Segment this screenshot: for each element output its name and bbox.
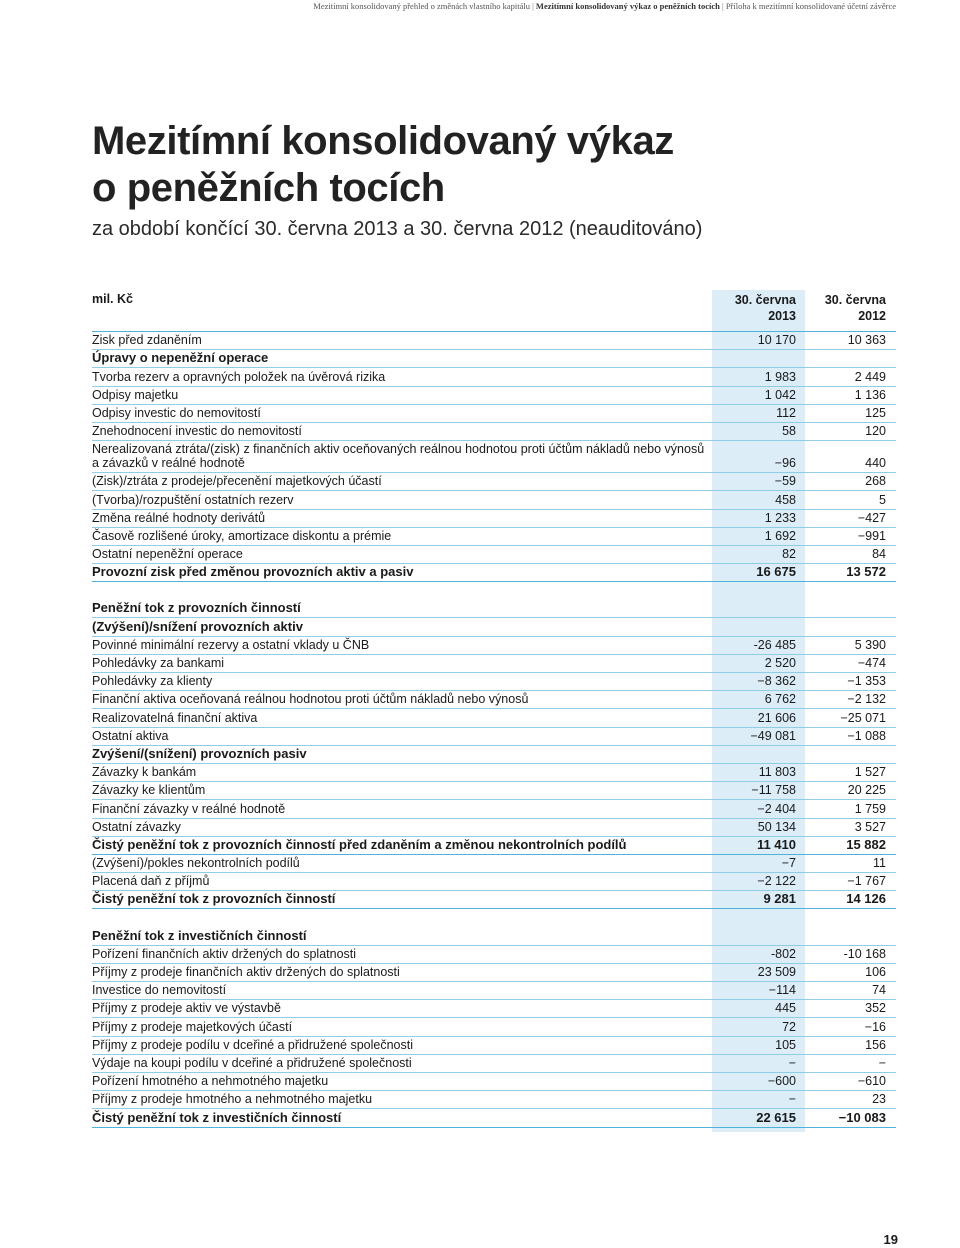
value-2013: 1 983 [764, 369, 796, 384]
value-2013: −11 758 [751, 783, 796, 798]
value-2012: 440 [865, 456, 886, 471]
section-heading-row [92, 600, 896, 618]
value-2013: 445 [775, 1001, 796, 1016]
row-label: Výdaje na koupi podílu v dceřiné a přidružené společnosti [92, 1055, 412, 1070]
value-2013: 9 281 [763, 891, 796, 907]
value-2012: 13 572 [846, 564, 886, 580]
value-2013: −2 122 [757, 874, 796, 889]
value-2013: −114 [768, 983, 796, 998]
row-label: Příjmy z prodeje hmotného a nehmotného majetku [92, 1092, 373, 1107]
row-label: Příjmy z prodeje podílu v dceřiné a přidružené společnosti [92, 1037, 414, 1052]
value-2013: 2 520 [764, 656, 796, 670]
table-row [92, 387, 896, 405]
value-2012: − [878, 1055, 886, 1070]
row-label: Čistý peněžní tok z provozních činností [92, 891, 336, 907]
row-label: Závazky ke klientům [92, 783, 206, 798]
value-2012: −1 353 [847, 674, 886, 689]
value-2012: 1 136 [854, 387, 886, 402]
table-spacer [92, 582, 896, 600]
row-label: Závazky k bankám [92, 765, 197, 780]
row-label: Povinné minimální rezervy a ostatní vklady u ČNB [92, 637, 370, 652]
section-heading-row [92, 746, 896, 764]
table-row [92, 691, 896, 709]
value-2012: −10 083 [838, 1109, 886, 1125]
row-label: Časově rozlišené úroky, amortizace diskontu a prémie [92, 528, 392, 543]
value-2013: 1 233 [764, 510, 796, 525]
table-row [92, 655, 896, 673]
row-label: Pořízení finančních aktiv držených do splatnosti [92, 946, 357, 961]
section-heading-row [92, 618, 896, 636]
value-2013: −59 [774, 474, 796, 489]
row-label: Investice do nemovitostí [92, 983, 227, 998]
breadcrumb [0, 0, 960, 12]
value-2012: 3 527 [854, 819, 886, 834]
row-label: Odpisy investic do nemovitostí [92, 405, 261, 420]
row-label: Pohledávky za klienty [92, 674, 213, 689]
total-row [92, 891, 896, 909]
table-row [92, 819, 896, 837]
row-label: Zisk před zdaněním [92, 333, 202, 348]
row-label: Peněžní tok z investičních činností [92, 927, 307, 943]
row-label: Finanční aktiva oceňovaná reálnou hodnotou proti účtům nákladů nebo výnosů [92, 692, 529, 707]
value-2012: 352 [865, 1001, 886, 1016]
row-label: Tvorba rezerv a opravných položek na úvěrová rizika [92, 369, 386, 384]
value-2012: 5 390 [854, 637, 886, 652]
table-row [92, 709, 896, 727]
value-2013: 21 606 [757, 710, 796, 725]
value-2012: 10 363 [847, 333, 886, 348]
table-row [92, 1091, 896, 1109]
row-label: Znehodnocení investic do nemovitostí [92, 424, 302, 439]
value-2013: -26 485 [753, 637, 796, 652]
row-label: Ostatní nepeněžní operace [92, 547, 243, 562]
value-2013: − [788, 1055, 796, 1070]
value-2013: 1 692 [764, 528, 796, 543]
table-row [92, 873, 896, 891]
table-row [92, 782, 896, 800]
value-2012: 15 882 [846, 836, 886, 852]
table-row [92, 528, 896, 546]
total-row [92, 564, 896, 582]
table-row [92, 405, 896, 423]
row-label: Čistý peněžní tok z provozních činností před zdaněním a změnou nekontrolních podílů [92, 836, 627, 852]
value-2012: −610 [857, 1074, 886, 1089]
row-label: Placená daň z příjmů [92, 874, 210, 889]
table-row [92, 491, 896, 509]
value-2012: 156 [865, 1037, 886, 1052]
table-row [92, 1037, 896, 1055]
table-row [92, 473, 896, 491]
cashflow-table [92, 290, 896, 1128]
row-label: (Zvýšení)/snížení provozních aktiv [92, 618, 303, 634]
breadcrumb-item-cashflow[interactable]: Mezitímní konsolidovaný výkaz o peněžních tocích [535, 1, 720, 11]
row-label: Příjmy z prodeje finančních aktiv držených do splatnosti [92, 965, 400, 979]
table-row [92, 1055, 896, 1073]
table-row [92, 1000, 896, 1018]
row-label: Úpravy o nepeněžní operace [92, 350, 269, 366]
value-2013: 1 042 [764, 387, 796, 402]
table-row [92, 546, 896, 564]
value-2013: −8 362 [757, 674, 796, 689]
value-2013: 458 [775, 492, 796, 507]
table-spacer [92, 909, 896, 927]
table-row [92, 332, 896, 350]
row-label: Pořízení hmotného a nehmotného majetku [92, 1074, 329, 1089]
row-label: Nerealizovaná ztráta/(zisk) z finančních aktiv oceňovaných reálnou hodnotou proti účtům nákladů nebo výnosů a závazků v reálné hodnotě [92, 442, 705, 471]
page-subtitle: za období končící 30. června 2013 a 30. června 2012 (neauditováno) [92, 218, 703, 240]
page-number: 19 [883, 1232, 898, 1247]
value-2012: 106 [865, 965, 886, 979]
row-label: Finanční závazky v reálné hodnotě [92, 801, 286, 816]
value-2013: −96 [774, 456, 796, 471]
table-row [92, 728, 896, 746]
table-row [92, 368, 896, 386]
table-row [92, 946, 896, 964]
breadcrumb-separator: | [721, 1, 724, 11]
row-label: (Zvýšení)/pokles nekontrolních podílů [92, 856, 300, 871]
value-2012: 74 [872, 983, 886, 998]
value-2013: −7 [781, 856, 796, 871]
row-label: Ostatní aktiva [92, 728, 169, 743]
value-2013: -802 [770, 946, 796, 961]
value-2013: 72 [782, 1019, 796, 1034]
column-header-2012: 30. června 2012 [824, 293, 886, 323]
table-row [92, 673, 896, 691]
column-header-2013: 30. června 2013 [734, 293, 796, 323]
breadcrumb-item-notes[interactable]: Příloha k mezitímní konsolidované účetní závěrce [725, 1, 896, 11]
value-2012: 1 759 [854, 801, 886, 816]
value-2013: −2 404 [757, 801, 796, 816]
value-2012: 23 [872, 1092, 886, 1107]
table-header [92, 290, 896, 332]
value-2012: 5 [879, 492, 886, 507]
section-heading-row [92, 350, 896, 368]
value-2013: 22 615 [756, 1109, 796, 1125]
value-2012: 11 [873, 856, 886, 871]
value-2012: 84 [872, 547, 886, 562]
breadcrumb-separator: | [532, 1, 534, 11]
row-label: Příjmy z prodeje majetkových účastí [92, 1019, 293, 1034]
page-title-line1: Mezitímní konsolidovaný výkaz [92, 119, 674, 163]
value-2013: 58 [782, 424, 796, 439]
page-title-line2: o peněžních tocích [92, 166, 445, 210]
value-2012: −474 [857, 656, 886, 670]
value-2012: −16 [864, 1019, 886, 1034]
table-row [92, 855, 896, 873]
section-heading-row [92, 927, 896, 945]
row-label: Provozní zisk před změnou provozních aktiv a pasiv [92, 564, 414, 580]
value-2013: −49 081 [750, 728, 796, 743]
value-2013: 10 170 [757, 333, 796, 348]
value-2013: 16 675 [756, 564, 796, 580]
value-2012: 268 [865, 474, 886, 489]
row-label: (Tvorba)/rozpuštění ostatních rezerv [92, 492, 294, 507]
value-2013: − [788, 1092, 796, 1107]
table-row [92, 637, 896, 655]
value-2012: 120 [865, 424, 886, 439]
value-2012: −1 767 [847, 874, 886, 889]
table-row [92, 441, 896, 473]
value-2013: 11 410 [756, 836, 796, 852]
row-label: Odpisy majetku [92, 387, 179, 402]
row-label: (Zisk)/ztráta z prodeje/přecenění majetkových účastí [92, 474, 382, 489]
row-label: Peněžní tok z provozních činností [92, 600, 301, 616]
table-row [92, 1018, 896, 1036]
table-row [92, 764, 896, 782]
value-2012: 125 [865, 405, 886, 420]
value-2013: 11 803 [758, 765, 796, 780]
total-row [92, 1109, 896, 1127]
value-2012: 14 126 [846, 891, 886, 907]
row-label: Pohledávky za bankami [92, 656, 225, 670]
value-2012: −2 132 [847, 692, 886, 707]
value-2012: −1 088 [847, 728, 886, 743]
value-2012: −991 [857, 528, 886, 543]
value-2012: 1 527 [854, 765, 886, 780]
table-row [92, 423, 896, 441]
value-2013: 6 762 [764, 692, 796, 707]
table-row [92, 510, 896, 528]
row-label: Ostatní závazky [92, 819, 181, 834]
row-label: Čistý peněžní tok z investičních činností [92, 1109, 342, 1125]
page-title [92, 118, 892, 212]
value-2013: −600 [767, 1074, 796, 1089]
value-2013: 23 509 [757, 965, 796, 979]
value-2013: 112 [776, 405, 796, 420]
table-row [92, 982, 896, 1000]
value-2013: 50 134 [757, 819, 796, 834]
value-2012: −427 [857, 510, 886, 525]
row-label: Zvýšení/(snížení) provozních pasiv [92, 745, 307, 761]
table-row [92, 1073, 896, 1091]
table-row [92, 800, 896, 818]
row-label: Realizovatelná finanční aktiva [92, 710, 258, 725]
unit-label: mil. Kč [92, 292, 133, 306]
value-2012: 20 225 [847, 783, 886, 798]
value-2012: -10 168 [843, 946, 886, 961]
value-2013: 82 [782, 547, 796, 562]
value-2012: 2 449 [854, 369, 886, 384]
breadcrumb-item-equity[interactable]: Mezitímní konsolidovaný přehled o změnách vlastního kapitálu [313, 1, 530, 11]
value-2012: −25 071 [840, 710, 886, 725]
total-row [92, 837, 896, 855]
table-row [92, 964, 896, 982]
row-label: Změna reálné hodnoty derivátů [92, 510, 266, 525]
row-label: Příjmy z prodeje aktiv ve výstavbě [92, 1001, 281, 1016]
value-2013: 105 [775, 1037, 796, 1052]
table-body [92, 332, 896, 1128]
